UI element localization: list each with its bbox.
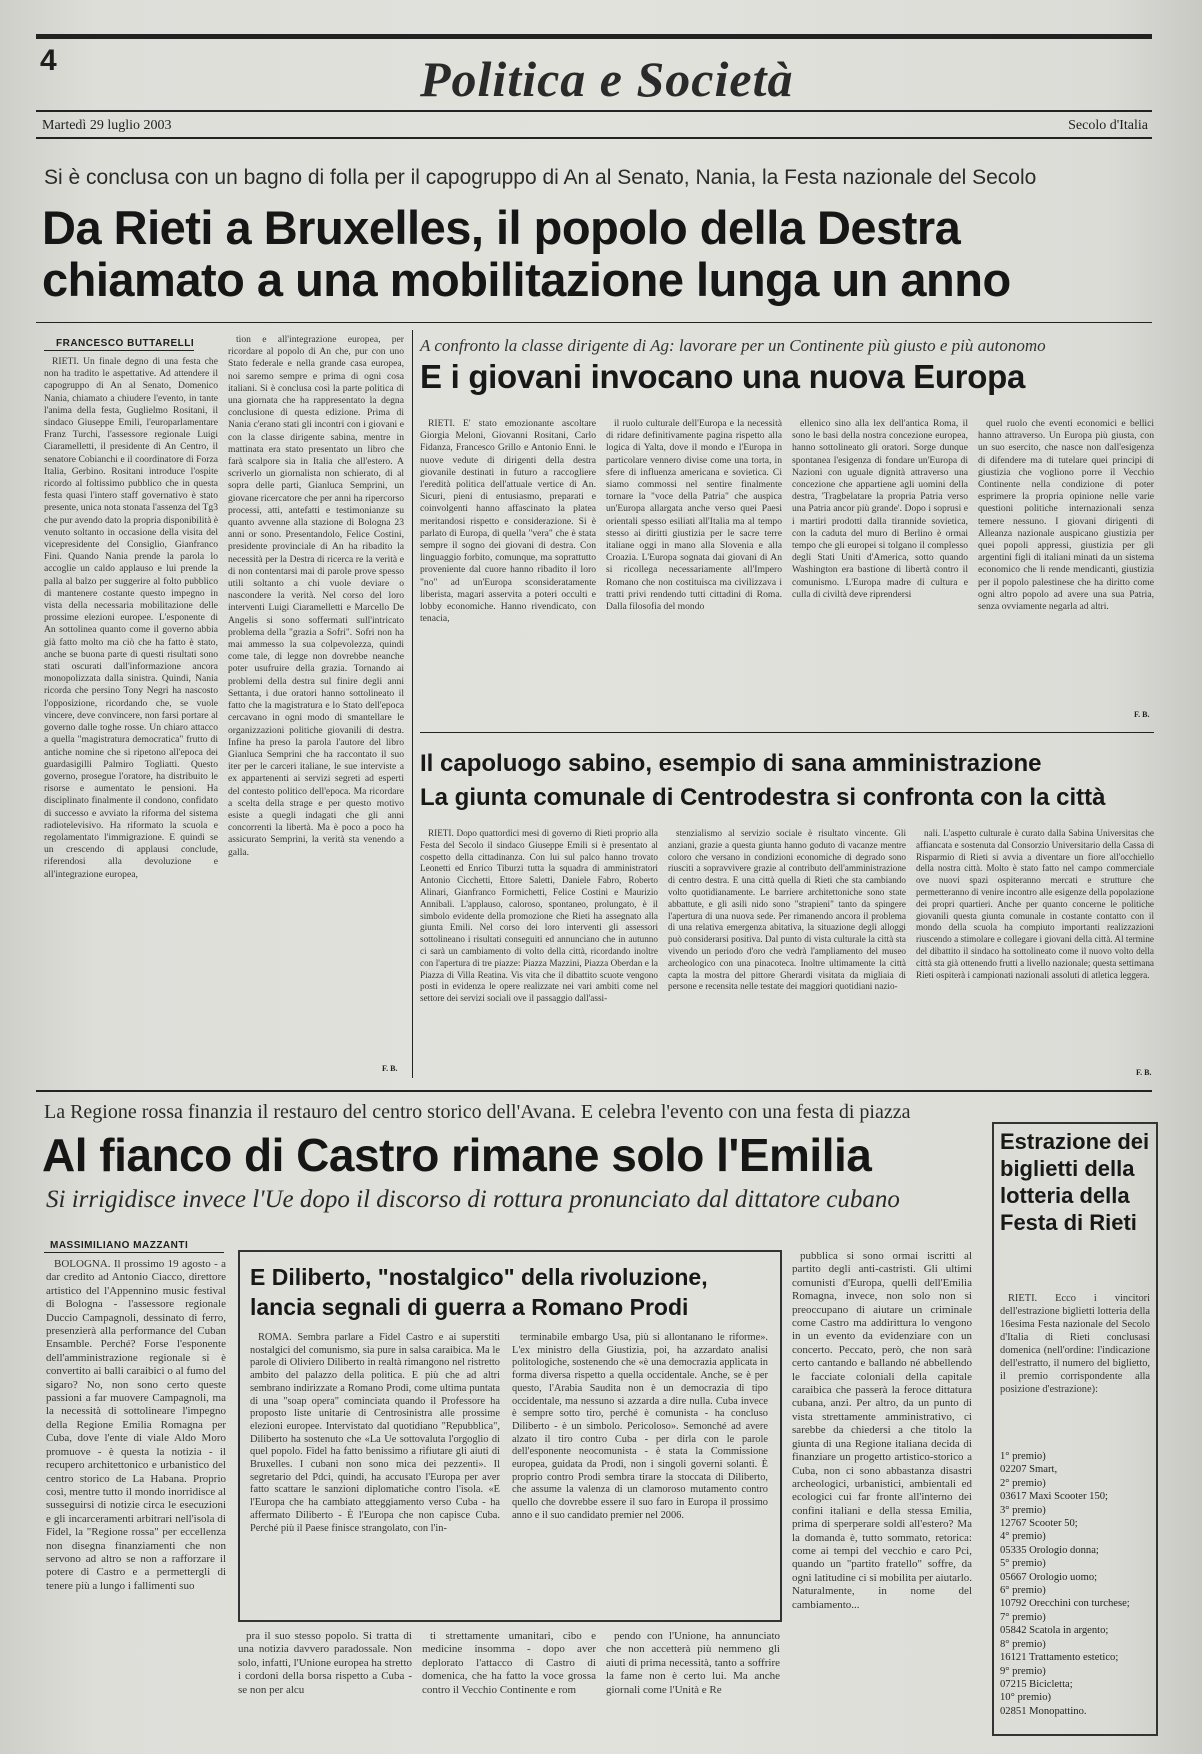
lead-byline: FRANCESCO BUTTARELLI (56, 338, 195, 349)
lead-column-2 (228, 334, 404, 1056)
council-column-1 (420, 828, 658, 1078)
youth-signature: F. B. (1134, 710, 1150, 719)
council-column-2 (668, 828, 906, 1078)
prize-item: 1° premio) (1000, 1451, 1046, 1462)
top-rule (36, 34, 1152, 39)
castro-bottom-column-2-text: ti strettamente umanitari, cibo e medicine insomma - dopo aver deplorato l'attacco di Castro di domenica, che ha fatto la voce grossa contro il Vecchio Continente e rom (422, 1630, 596, 1696)
castro-bottom-column-3 (606, 1630, 780, 1730)
prize-item: 8° premio) (1000, 1638, 1046, 1650)
diliberto-column-1 (250, 1332, 500, 1612)
youth-column-1-text: RIETI. E' stato emozionante ascoltare Giorgia Meloni, Giovanni Rositani, Carlo Fidanza, Francesco Grillo e Antonio Enni. le nuove vedute di dirigenti della destra giovanile destinati in futuro a raccogliere l'eredità politica dell'attuale vertice di An. Sicuri, pieni di entusiasmo, preparati e coinvolgenti hanno affascinato la platea meritandosi rispetto e considerazione. Si è parlato di Europa, di quella "vera" che è stata sempre il sogno dei giovani di destra. Con linguaggio forbito, comunque, ma soprattutto proveniente dal cuore hanno ribadito il loro "no" ad un'Europa sconsideratamente liberista, magari asservita a poteri occulti e lobby economiche. Hanno rivendicato, con tenacia, (420, 418, 596, 625)
diliberto-column-2 (512, 1332, 768, 1612)
youth-column-2-text: il ruolo culturale dell'Europa e la necessità di ridare definitivamente pagina rispetto alla logica di Yalta, dove il mondo e l'Europa in particolare vennero divise come una torta, in sfere di influenza americana e sovietica. Ci siamo commossi nel sentire finalmente tornare la "voce della Patria" che auspica un'Europa allargata anche verso quei Paesi orientali spesso esiliati all'Italia ma al tempo stesso ai diritti giustizia per le sacre terre italiane oggi in mano alla Slovenia e alla Croazia. L'Europa sognata dai giovani di An si ricollega necessariamente all'Impero Romano che non costituisca ma civilizzava i tratti privi rendendo tutti cittadini di Roma. Dalla filosofia del mondo (606, 418, 782, 613)
page-number: 4 (40, 44, 57, 77)
header-bottom-rule (36, 137, 1152, 139)
prize-item: 6° premio) (1000, 1585, 1046, 1597)
newspaper-name: Secolo d'Italia (1068, 118, 1148, 133)
lead-headline-line1: Da Rieti a Bruxelles, il popolo della Destra (42, 201, 961, 254)
issue-date: Martedì 29 luglio 2003 (42, 118, 172, 133)
header-rule (36, 110, 1152, 112)
castro-byline: MASSIMILIANO MAZZANTI (50, 1240, 189, 1251)
lead-headline-line2: chiamato a una mobilitazione lunga un anno (42, 253, 1011, 306)
council-column-2-text: stenzialismo al servizio sociale è risultato vincente. Gli anziani, grazie a questa giunta hanno goduto di vacanze mentre coloro che versano in condizioni economiche di degrado sono riusciti a sopravvivere grazie al contributo dell'amministrazione di centro destra. E una città quella di Rieti che sta cambiando volto quotidianamente. Le barriere architettoniche sono state abbattute, e gli asili nido sono "strapieni" tanto da spingere l'apertura di una nuova sede. Per rimanendo ancora il problema di una relativa emergenza abitativa, la situazione degli alloggi può considerarsi positiva. Dal punto di vista culturale la città sta vivendo un periodo d'oro che vedrà l'ampliamento del museo archeologico con una pinacoteca. Inoltre ultimamente la città capta la mostra del pittore Gherardi visitata da migliaia di persone e recensita nelle testate dei maggiori quotidiani nazio- (668, 828, 906, 992)
diliberto-headline (250, 1262, 708, 1322)
lottery-intro (1000, 1292, 1150, 1442)
prize-item: 7° premio) (1000, 1611, 1046, 1623)
youth-rule (420, 732, 1154, 733)
diliberto-headline-line2: lancia segnali di guerra a Romano Prodi (250, 1294, 689, 1320)
council-column-3-text: nali. L'aspetto culturale è curato dalla Sabina Universitas che affiancata e sostenuta dal Consorzio Universitario della Cassa di Risparmio di Rieti si avvia a diventare un fiore all'occhiello della nostra città. Molto è stato fatto nel campo commerciale ove nuovi spazi ospiteranno mercati e strutture che permetteranno di venire incontro alle esigenze della popolazione dei propri quartieri. Anche per quanto concerne le politiche giovanili questa giunta comunale in costante contatto con il mondo della scuola ha compiuto importanti realizzazioni riuscendo a stimolare e collegare i giovani della città. Al termine del dibattito il sindaco ha sottolineato come il nuovo volto della città sta già ottenendo frutti a livello nazionale; questa settimana Rieti ospiterà i campionati nazionali assoluti di atletica leggera. (916, 828, 1154, 980)
diliberto-box (238, 1250, 782, 1622)
castro-byline-rule (44, 1252, 224, 1253)
castro-bottom-column-1 (238, 1630, 412, 1730)
council-headline-2: La giunta comunale di Centrodestra si confronta con la città (420, 784, 1106, 811)
prize-item: 05667 Orologio uomo; (1000, 1571, 1098, 1583)
lottery-intro-text: RIETI. Ecco i vincitori dell'estrazione biglietti lotteria della 16esima Festa nazionale del Secolo d'Italia di Rieti conclusasi domenica (nell'ordine: l'indicazione dell'estratto, il numero del biglietto, il premio corrispondente alla posizione d'estrazione): (1000, 1293, 1150, 1395)
prize-item: 05842 Scatola in argento; (1000, 1625, 1109, 1637)
prize-item: 3° premio) (1000, 1504, 1046, 1516)
council-column-3 (916, 828, 1154, 1068)
middle-rule (36, 1090, 1152, 1092)
prize-item: 2° premio) (1000, 1477, 1046, 1489)
youth-column-4 (978, 418, 1154, 708)
castro-right-column (792, 1250, 972, 1728)
castro-bottom-column-1-text: pra il suo stesso popolo. Si tratta di una notizia davvero paradossale. Non solo, infatti, l'Unione europea ha stretto i cordoni della borsa rispetto a Cuba - se non per alcu (238, 1630, 412, 1696)
diliberto-headline-line1: E Diliberto, "nostalgico" della rivoluzione, (250, 1264, 708, 1290)
youth-column-3-text: ellenico sino alla lex dell'antica Roma, il sono le basi della nostra concezione europea, hanno sottolineato gli oratori. Sorge dunque spontanea l'esigenza di fondare un'Europa di Nazioni con uguale dignità attraverso una concezione che appartiene agli uomini della destra, 'Tragbelatare la propria Patria verso una Patria ancor più grande'. Dopo i soprusi e i martiri prodotti dalla tirannide sovietica, con la caduta del muro di Berlino è ormai tempo che gli europei si tolgano il complesso degli Stati Uniti d'America, sotto quando Washington era bastione di libertà contro il comunismo. L'Europa madre di cultura e culla di civiltà deve riprendersi (792, 418, 968, 600)
prize-item: 4° premio) (1000, 1531, 1046, 1543)
castro-bottom-column-3-text: pendo con l'Unione, ha annunciato che non accetterà più nemmeno gli aiuti di prima necessità, tanto a soffrire la fame non è certo lui. Ma anche giornali come l'Unità e Re (606, 1630, 780, 1696)
diliberto-column-1-text: ROMA. Sembra parlare a Fidel Castro e ai superstiti nostalgici del comunismo, sia pure in salsa caraibica. Ma le parole di Oliviero Diliberto in realtà rimangono nel ristretto ambito del palazzo della politica. E più che ad altri sembrano indirizzate a Romano Prodi, come ultima puntata di una "soap opera" cominciata quando il Professore ha proposto liste unitarie di Centrosinistra alle prossime elezioni europee. Intervistato dal quotidiano "Repubblica", Diliberto ha sostenuto che «La Ue sottovaluta l'orgoglio di quel popolo. Fidel ha fatto benissimo a rifiutare gli aiuti di Bruxelles. I cubani non sono mica dei pezzenti». Il segretario del Pdci, quindi, ha accusato l'Europa per aver fatto scattare le sanzioni diplomatiche contro l'isola. «E l'Europa che ha cambiato atteggiamento verso Cuba - ha affermato Diliberto - È l'Europa che non capisce Cuba. Perché più il Paese finisce strangolato, con l'in- (250, 1332, 500, 1534)
section-title: Politica e Società (420, 51, 794, 107)
castro-subhead: Si irrigidisce invece l'Ue dopo il discorso di rottura pronunciato dal dittatore cubano (46, 1186, 900, 1213)
prize-item: 02207 Smart, (1000, 1464, 1058, 1476)
castro-headline: Al fianco di Castro rimane solo l'Emilia (42, 1129, 872, 1181)
lead-signature: F. B. (382, 1064, 398, 1073)
prize-item: 05335 Orologio donna; (1000, 1544, 1099, 1556)
prize-item: 9° premio) (1000, 1665, 1046, 1677)
lead-column-1 (44, 356, 218, 1078)
diliberto-column-2-text: terminabile embargo Usa, più si allontanano le riforme». L'ex ministro della Giustizia, poi, ha azzardato analisi politologiche, sostenendo che «è una democrazia applicata in forma diversa rispetto a quella occidentale. Anche, se è per questo, l'Arabia Saudita non è un democrazia di tipo occidentale, ma nessuno si azzarda a dire nulla. Cuba invece è sempre sotto tiro, perché è comunista - ha concluso Diliberto - è un simbolo. Pericoloso». Semonché ad avere alzato il tiro contro Cuba - per dirla con le parole dell'esponente neocomunista - è stata la Commissione europea, guidata da Prodi, non i singoli governi solanti. È proprio contro Prodi sembra tirare la stoccata di Diliberto, che assume la valenza di un clamoroso mutamento contro quello che dovrebbe essere il suo faro in Europa il prossimo anno e il suo candidato premier nel 2006. (512, 1332, 768, 1521)
youth-column-1 (420, 418, 596, 718)
byline-rule (44, 350, 194, 351)
youth-column-2 (606, 418, 782, 718)
prize-item: 10° premio) (1000, 1692, 1052, 1704)
vertical-divider (412, 330, 413, 1078)
castro-column-1 (46, 1258, 226, 1728)
lead-column-2-text: tion e all'integrazione europea, per ricordare al popolo di An che, pur con uno Stato federale e nella grande casa europea, noi saremo sempre e prima di ogni cosa italiani. Si è conclusa così la parte politica di una giornata che ha rappresentato la degna conclusione di questa edizione. Prima di Nania c'erano stati gli incontri con i giovani e con la classe dirigente sabina, mentre in mattinata era stato presentato un libro che farà scalpore sia in Italia che all'estero. A scriverlo un giornalista non schierato, di al sopra delle parti, Gianluca Semprini, un giovane ricercatore che per anni ha ripercorso processi, atti, antefatti e testimonianze su quanto avvenne alla stazione di Bologna 23 anni or sono. Presentandolo, Felice Costini, presidente provinciale di An ha ribadito la necessità per la Destra di ricerca re la verità e di non contentarsi mai di parole prove spesso utili soltanto a chi vuole deviare o nascondere la verità. Nel corso del loro interventi Luigi Ciaramelletti e Marcello De Angelis si sono soffermati sull'intricato problema della "grazia a Sofri". Sofri non ha mai ammesso la sua colpevolezza, quindi come tale, di legge non dovrebbe neanche poter usufruire della grazia. Tornando ai problemi della destra sul finire degli anni Settanta, i due oratori hanno sottolineato il fatto che la magistratura e lo Stato dell'epoca cercavano in ogni modo di smantellare le organizzazioni politiche giovanili di destra. Infine ha preso la parola l'autore del libro Gianluca Semprini che ha raccontato il suo iter per le carceri italiane, le sue interviste a ex appartenenti ai servizi segreti ad esperti del contesto politico dell'epoca. Ma ricordare a scelta della strage e per questo motivo esiste a quegli indagati che gli anni concorrenti la libertà. Ma è poco a poco ha assicurato Semprini, la verità sta venendo a galla. (228, 334, 404, 858)
prize-item: 10792 Orecchini con turchese; (1000, 1598, 1130, 1610)
prize-item: 07215 Bicicletta; (1000, 1678, 1073, 1690)
youth-column-4-text: quel ruolo che eventi economici e bellici hanno attraverso. Un Europa più giusta, con un suo esercito, che nasce non dall'esigenza di difendere ma di tutelare quei principi di giustizia che vogliono porre il Vecchio Continente nella condizione di poter esprimere la propria opinione nelle varie questioni politiche internazionali senza temere nessuno. I giovani dirigenti di Alleanza nazionale auspicano giustizia per quei popoli appressi, giustizia per gli argentini figli di italiani minati da un sistema economico che li rende mendicanti, giustizia per il popolo palestinese che ha diritto come ogni altro popolo ad avere una sua Patria, senza ovviamente negarla ad altri. (978, 418, 1154, 613)
prize-list (1000, 1450, 1150, 1718)
prize-item: 16121 Trattamento estetico; (1000, 1652, 1119, 1664)
youth-headline: E i giovani invocano una nuova Europa (420, 358, 1025, 395)
castro-kicker: La Regione rossa finanzia il restauro del centro storico dell'Avana. E celebra l'evento con una festa di piazza (44, 1101, 911, 1123)
castro-column-1-text: BOLOGNA. Il prossimo 19 agosto - a dar credito ad Antonio Ciacco, direttore artistico del l'Appennino music festival di Bologna - l'assessore regionale Duccio Campagnoli, dessinato di ferro, presenzierà alla performance del Cuban Ensamble. Perché? Forse l'esponente dell'amministrazione regionale si è convertito ai balli caraibici o al fumo del sigaro? No, non sono certo queste passioni a far muovere Campagnoli, ma la necessità di sottolineare l'impegno della Regione Emilia Romagna per Cuba, dove l'ente di viale Aldo Moro promuove - è questa la notizia - il recupero architettonico e urbanistico del centro storico de La Habana. Proprio così, mentre tutto il mondo inorridisce al susseguirsi di notizie circa le esecuzioni e gli incarceramenti arbitrari nell'isola di Fidel, la "Regione rossa" per eccellenza non disegna finanziamenti che non servono ad altro se non a rafforzare il potere di Castro e a permettergli di tenere più a lungo i fallimenti suo (46, 1258, 226, 1592)
council-column-1-text: RIETI. Dopo quattordici mesi di governo di Rieti proprio alla Festa del Secolo il sindaco Giuseppe Emili si è presentato al cospetto della cittadinanza. Con lui sul palco hanno trovato Leonetti ed Enrico Tiburzi tutta la squadra di amministratori Antonio Cicchetti, Ettore Saletti, Daniele Fabro, Roberto Alinari, Gianfranco Formichetti, Felice Costini e Maurizio Annibali. L'applauso, caloroso, spontaneo, prolungato, è il simbolo evidente della promozione che Rieti ha assegnato alla giunta Emili. Nel corso dei loro interventi gli assessori sottolineano i risultati conseguiti ed annunciano che in autunno ci sarà un cambiamento di volto della città, ricordando inoltre con l'apertura di tre piazze: Piazza Mazzini, Piazza Oberdan e la Piazza di Villa Reatina. Vis vita che il dibattito scuote vengono posti in evidenza le opere realizzate nei vari ambiti come nel settore dei servizi sociali ove il passaggio dall'assi- (420, 828, 658, 1004)
lead-rule (36, 322, 1152, 323)
youth-kicker: A confronto la classe dirigente di Ag: lavorare per un Continente più giusto e più autonomo (420, 336, 1046, 355)
prize-item: 03617 Maxi Scooter 150; (1000, 1491, 1108, 1503)
lead-headline (42, 202, 1162, 306)
castro-right-column-text: pubblica si sono ormai iscritti al partito degli anti-castristi. Gli ultimi comunisti d'Europa, quelli dell'Emilia Romagna, invece, non solo non si preoccupano di aiutare un criminale come Castro ma addirittura lo vengono in un evento da evidenziare con un concerto. Peccato, però, che non sarà certo cantando e ballando né abbellendo le facciate coloniali della capitale caraibica che passerà la feroce dittatura cubana, anzi. Per altro, da un punto di vista strettamente amministrativo, ci sarebbe da chiedersi a che titolo la giunta di una Regione italiana decida di finanziare un progetto artistico-storico a Cuba, non ci sono abbastanza disastri archeologici, urbanistici, ambientali ed ecologici cui far fronte all'interno dei confini italiani e della stessa Emilia, prima di sperperare soldi all'estero? Ma la domanda è, tutto sommato, retorica: come ai tempi del vecchio e caro Pci, quando un "partito fratello" soffre, da ogni latitudine ci si mobilita per aiutarlo. Naturalmente, in nome del cambiamento... (792, 1250, 972, 1611)
castro-bottom-column-2 (422, 1630, 596, 1730)
youth-column-3 (792, 418, 968, 718)
lead-column-1-text: RIETI. Un finale degno di una festa che non ha tradito le aspettative. Ad attendere il capogruppo di An al Senato, Domenico Nania, chiamato a chiudere l'evento, in tante l'anima della festa, Guglielmo Rositani, il sindaco Giuseppe Emili, l'europarlamentare Franz Turchi, l'assessore regionale Luigi Ciaramelletti, il presidente di An Centro, il senatore Cobianchi e il coordinatore di Forza Italia, Gerbino. Rositani introduce l'ospite ricordo al foltissimo pubblico che in questa festa quasi l'intero staff governativo è stato presente, unica nota stonata l'assenza del Tg3 che pur avendo dato la propria disponibilità è venuto soltanto in occasione della visita del vicepresidente del Consiglio, Gianfranco Fini. Quando Nania prende la parola lo accoglie un caldo applauso e lui prende la palla al balzo per suggerire al folto pubblico di mantenere costante questo impegno in vista della necessaria mobilitazione delle prossime elezioni europee. L'esponente di An sottolinea quanto come il governo abbia già fatto molto ma ciò che ha fatto è stato, anche se buona parte di questi risultati sono stati oscurati dall'informazione ancora monopolizzata dalla sinistra. Quindi, Nania ricorda che persino Tony Negri ha nascosto l'opposizione, ricordando che, se vuole vincere, deve convincere, non farsi portare al governo dalle toghe rosse. Un chiaro attacco a quella "magistratura democratica" frutto di antiche nomine che si ripetono all'epoca dei guardasigilli Palmiro Togliatti. Questo governo, prosegue l'oratore, ha distribuito le risorse e aumentato le pensioni. Ha disciplinato finalmente il condono, confidato di successo e avviato la riforma del sistema radiotelevisivo. Ha riformato la scuola e regolamentato l'immigrazione. E quindi se un crescendo di applausi conclude, riferendosi alla devoluzione e all'integrazione europea, (44, 356, 218, 880)
council-signature: F. B. (1136, 1068, 1152, 1077)
lottery-box (992, 1122, 1158, 1736)
lead-kicker: Si è conclusa con un bagno di folla per il capogruppo di An al Senato, Nania, la Festa nazionale del Secolo (44, 166, 1037, 189)
council-headline-1: Il capoluogo sabino, esempio di sana amministrazione (420, 750, 1042, 777)
prize-item: 5° premio) (1000, 1558, 1046, 1570)
lottery-title: Estrazione dei biglietti della lotteria della Festa di Rieti (1000, 1129, 1150, 1235)
prize-item: 12767 Scooter 50; (1000, 1518, 1078, 1530)
prize-item: 02851 Monopattino. (1000, 1705, 1087, 1717)
